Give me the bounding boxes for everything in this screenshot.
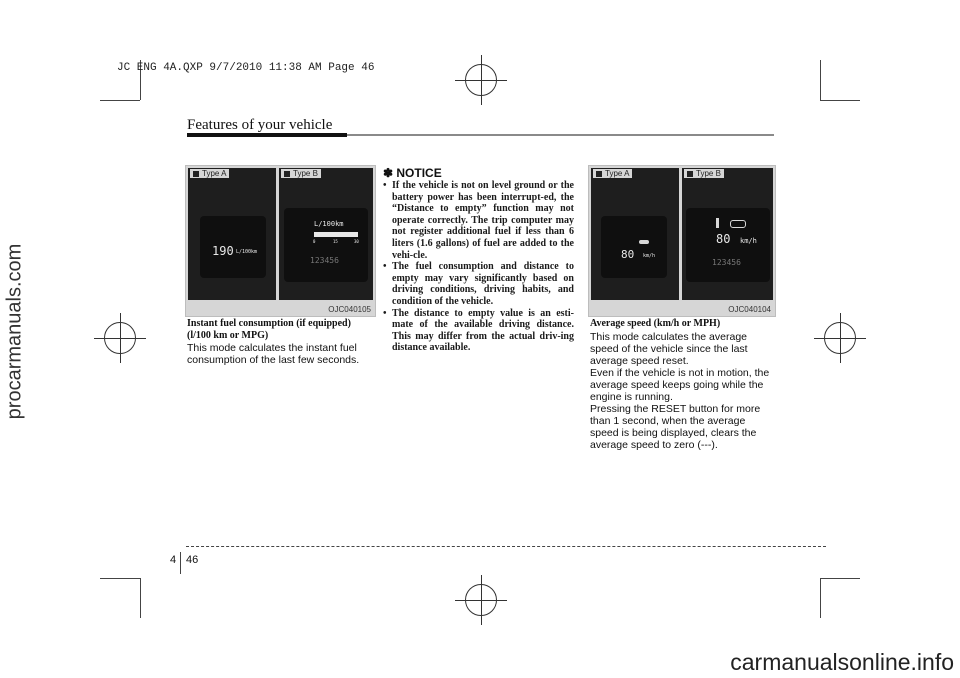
figure-code: OJC040105	[328, 305, 371, 314]
fuel-bar	[314, 232, 358, 237]
crop-mark	[140, 578, 141, 618]
scale-tick: 0	[313, 239, 316, 244]
notice-item: • The distance to empty value is an esti-mate of the available driving distance. This may differ from the actual driv-ing distance available.	[383, 308, 574, 354]
section-title: Features of your vehicle	[187, 117, 333, 133]
crop-mark	[820, 578, 821, 618]
crop-mark	[820, 578, 860, 579]
figure-average-speed	[588, 165, 776, 317]
footer-divider	[180, 552, 181, 574]
chapter-number: 4	[170, 554, 177, 566]
car-icon	[730, 220, 746, 228]
print-header: JC ENG 4A.QXP 9/7/2010 11:38 AM Page 46	[117, 62, 375, 74]
paragraph: Even if the vehicle is not in motion, the average speed keeps going while the engine is running.	[590, 367, 770, 403]
notice-title: ✽ NOTICE	[383, 166, 442, 180]
paragraph: This mode calculates the average speed of the vehicle since the last average speed reset.	[590, 331, 748, 367]
type-a-label: Type A	[593, 169, 632, 178]
notice-list	[383, 180, 574, 354]
crop-mark	[100, 578, 140, 579]
type-b-label: Type B	[281, 169, 321, 178]
type-b-label: Type B	[684, 169, 724, 178]
type-b-readout: 80	[716, 232, 731, 246]
crop-mark	[820, 60, 821, 100]
square-bullet-icon	[284, 171, 290, 177]
scale-tick: 30	[354, 239, 359, 244]
type-a-readout: 190	[212, 244, 234, 258]
notice-item: • If the vehicle is not on level ground or the battery power has been interrupt-ed, the “Distance to empty” function may not operate correctly. The trip computer may not register additional fuel if less than 6 liters (1.6 gallons) of fuel are added to the vehi-cle.	[383, 180, 574, 261]
average-speed-body	[590, 331, 775, 451]
car-icon	[639, 240, 649, 244]
average-speed-heading: Average speed (km/h or MPH)	[590, 318, 721, 329]
notice-item: • The fuel consumption and distance to empty may vary significantly based on driving conditions, driving habits, and condition of the vehicle.	[383, 261, 574, 307]
watermark-left: procarmanuals.com	[3, 243, 26, 420]
paragraph: Pressing the RESET button for more than 1 second, when the average speed is being displayed, clears the average speed to zero (---).	[590, 403, 761, 451]
crop-mark	[100, 100, 140, 101]
clock-icon	[716, 218, 719, 228]
page-number: 46	[186, 554, 199, 566]
type-a-unit: km/h	[643, 253, 656, 259]
type-b-readout: L/100km	[314, 220, 344, 228]
type-a-cluster	[601, 216, 667, 278]
square-bullet-icon	[193, 171, 199, 177]
type-b-unit: km/h	[740, 237, 757, 245]
figure-code: OJC040104	[728, 305, 771, 314]
crop-mark	[820, 100, 860, 101]
watermark-bottom: carmanualsonline.info	[730, 649, 954, 675]
type-b-odometer: 123456	[712, 258, 741, 267]
type-a-label: Type A	[190, 169, 229, 178]
instant-fuel-heading: Instant fuel consumption (if equipped) (l/100 km or MPG)	[187, 318, 351, 341]
instant-fuel-body: This mode calculates the instant fuel consumption of the last few seconds.	[187, 342, 360, 366]
type-a-readout: 80	[621, 248, 635, 261]
type-a-cluster	[200, 216, 266, 278]
footer-rule	[186, 546, 826, 547]
figure-instant-fuel	[185, 165, 376, 317]
scale-tick: 15	[333, 239, 338, 244]
type-a-unit: L/100km	[236, 249, 258, 255]
square-bullet-icon	[596, 171, 602, 177]
square-bullet-icon	[687, 171, 693, 177]
type-b-odometer: 123456	[310, 256, 339, 265]
type-b-cluster	[284, 208, 368, 282]
type-b-cluster	[686, 208, 770, 282]
title-rule-accent	[187, 133, 347, 137]
